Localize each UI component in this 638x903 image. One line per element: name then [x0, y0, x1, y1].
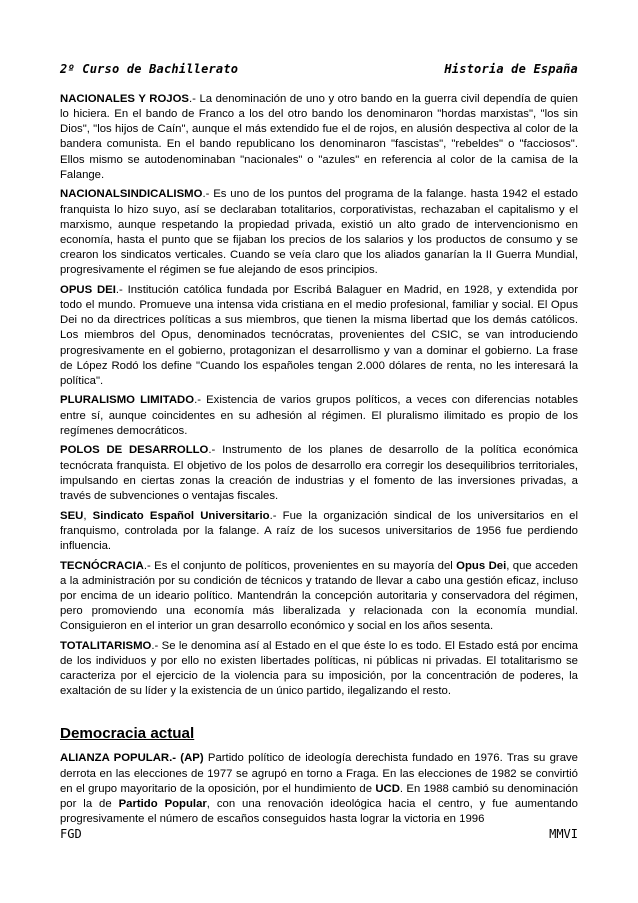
entry-pluralismo-limitado	[60, 393, 578, 438]
entry-definition: .- Instrumento de los planes de desarrollo de la política económica tecnócrata franquista. El objetivo de los polos de desarrollo era corregir los desequilibrios territoriales, impulsando en ciertas zonas la creación de industrias y el fomento de las inversiones privadas, a través de subvenciones o ventajas fiscales.	[60, 444, 578, 502]
entry-term: OPUS DEI	[60, 283, 116, 296]
entry-bold-reference: UCD	[375, 782, 400, 795]
entry-polos-de-desarrollo	[60, 443, 578, 504]
entry-term: POLOS DE DESARROLLO	[60, 444, 209, 457]
entry-definition: .- Es uno de los puntos del programa de la falange. hasta 1942 el estado franquista lo hizo suyo, así se declaraban totalitarios, corporativistas, rechazaban el capitalismo y el marxismo, aunque respetando la propiedad privada, existió un alto grado de intervencionismo en economía, hasta el punto que se fijaban los precios de los salarios y los productos de consumo y se crearon los sindicatos verticales. Cuando se veía claro que los aliados ganarían la II Guerra Mundial, progresivamente el régimen se fue alejando de esos principios.	[60, 188, 578, 277]
entry-separator: ,	[83, 509, 93, 522]
entry-nacionalsindicalismo	[60, 187, 578, 278]
entry-term: TOTALITARISMO	[60, 639, 152, 652]
entry-definition: .- Institución católica fundada por Escribá Balaguer en Madrid, en 1928, y extendida por todo el mundo. Promueve una intensa vida cristiana en el medio profesional, familiar y social. El Opus Dei no da directrices políticas a sus miembros, que tienen la misma libertad que los demás católicos. Los miembros del Opus, denominados tecnócratas, provenientes del CSIC, se van introduciendo progresivamente en el gobierno, protagonizan el desarrollismo y van a dominar el gobierno. La frase de López Rodó los define "Cuando los españoles tengan 2.000 dólares de renta, no les interesará la política".	[60, 283, 578, 387]
entry-alianza-popular	[60, 751, 578, 827]
entry-definition: .- Fue la organización sindical de los universitarios en el franquismo, controlada por la falange. A raíz de los sucesos universitarios de 1956 fue perdiendo influencia.	[60, 509, 579, 552]
entry-definition-cont: , con una renovación ideológica hacia el centro, y fue aumentando progresivamente el número de escaños conseguidos hasta lograr la victoria en 1996	[60, 797, 578, 826]
entry-term: PLURALISMO LIMITADO	[60, 394, 195, 407]
entry-term: SEU	[60, 509, 84, 522]
entry-term: NACIONALSINDICALISMO	[60, 188, 203, 201]
entry-totalitarismo	[60, 639, 578, 700]
entry-seu	[60, 509, 578, 554]
entry-definition: .- Se le denomina así al Estado en el que éste lo es todo. El Estado está por encima de los individuos y por ello no existen libertades políticas, ni públicas ni privadas. El totalitarismo se caracteriza por el ejercicio de la violencia para su imposición, por la concentración de poderes, la exaltación de su líder y la existencia de un único partido, ilegalizando el resto.	[60, 639, 578, 698]
entry-term: ALIANZA POPULAR.- (AP)	[60, 752, 204, 765]
header-subject: Historia de España	[444, 62, 578, 76]
glossary-content	[60, 92, 578, 832]
section-heading: Democracia actual	[60, 725, 195, 743]
page-footer	[60, 827, 578, 841]
page-header	[60, 62, 578, 76]
entry-opus-dei	[60, 283, 578, 389]
entry-definition-cont: . En 1988 cambió su denominación por la de	[60, 782, 579, 810]
footer-year: MMVI	[549, 827, 578, 841]
entry-definition: .- La denominación de uno y otro bando en la guerra civil dependía de quien lo hiciera. En el bando de Franco a los del otro bando los denominaron "hordas marxistas", "los sin Dios", "los hijos de Caín", aunque el más extendido fue el de rojos, en alusión despectiva al color de la bandera comunista. En el bando republicano los denominaron "fascistas", "rebeldes" o "facciosos". Ellos mismo se autodenominaban "nacionales" o "azules" en referencia al color de la camisa de la Falange.	[60, 93, 578, 181]
entry-definition-cont: , que acceden a la administración por su condición de técnicos y tratando de llevar a cabo una gestión eficaz, incluso por encima de un ideario político. Mantendrán la concepción autoritaria y conservadora del régimen, pero promoviendo una economía más liberalizada y relacionada con la economía mundial. Consiguieron en el interior un gran desarrollo económico y social en los años sesenta.	[60, 559, 578, 633]
footer-author: FGD	[60, 827, 82, 841]
entry-definition: .- Es el conjunto de políticos, provenientes en su mayoría del	[143, 559, 457, 572]
entry-bold-reference: Partido Popular	[118, 797, 207, 810]
entry-definition: .- Existencia de varios grupos políticos, a veces con diferencias notables entre sí, aunque coincidentes en su adhesión al régimen. El pluralismo ilimitado es propio de los regímenes democráticos.	[60, 394, 579, 437]
header-course: 2º Curso de Bachillerato	[60, 62, 239, 76]
entry-definition: Partido político de ideología derechista fundado en 1976. Tras su grave derrota en las elecciones de 1977 se agrupó en torno a Fraga. En las elecciones de 1982 se convirtió en el grupo mayoritario de la oposición, por el hundimiento de	[60, 752, 578, 795]
entry-term: NACIONALES Y ROJOS	[60, 93, 189, 105]
entry-tecnocracia	[60, 559, 578, 635]
entry-nacionales-y-rojos	[60, 92, 578, 183]
entry-term-full: Sindicato Español Universitario	[92, 509, 270, 522]
entry-bold-reference: Opus Dei	[456, 559, 507, 572]
entry-term: TECNÓCRACIA	[60, 559, 144, 572]
